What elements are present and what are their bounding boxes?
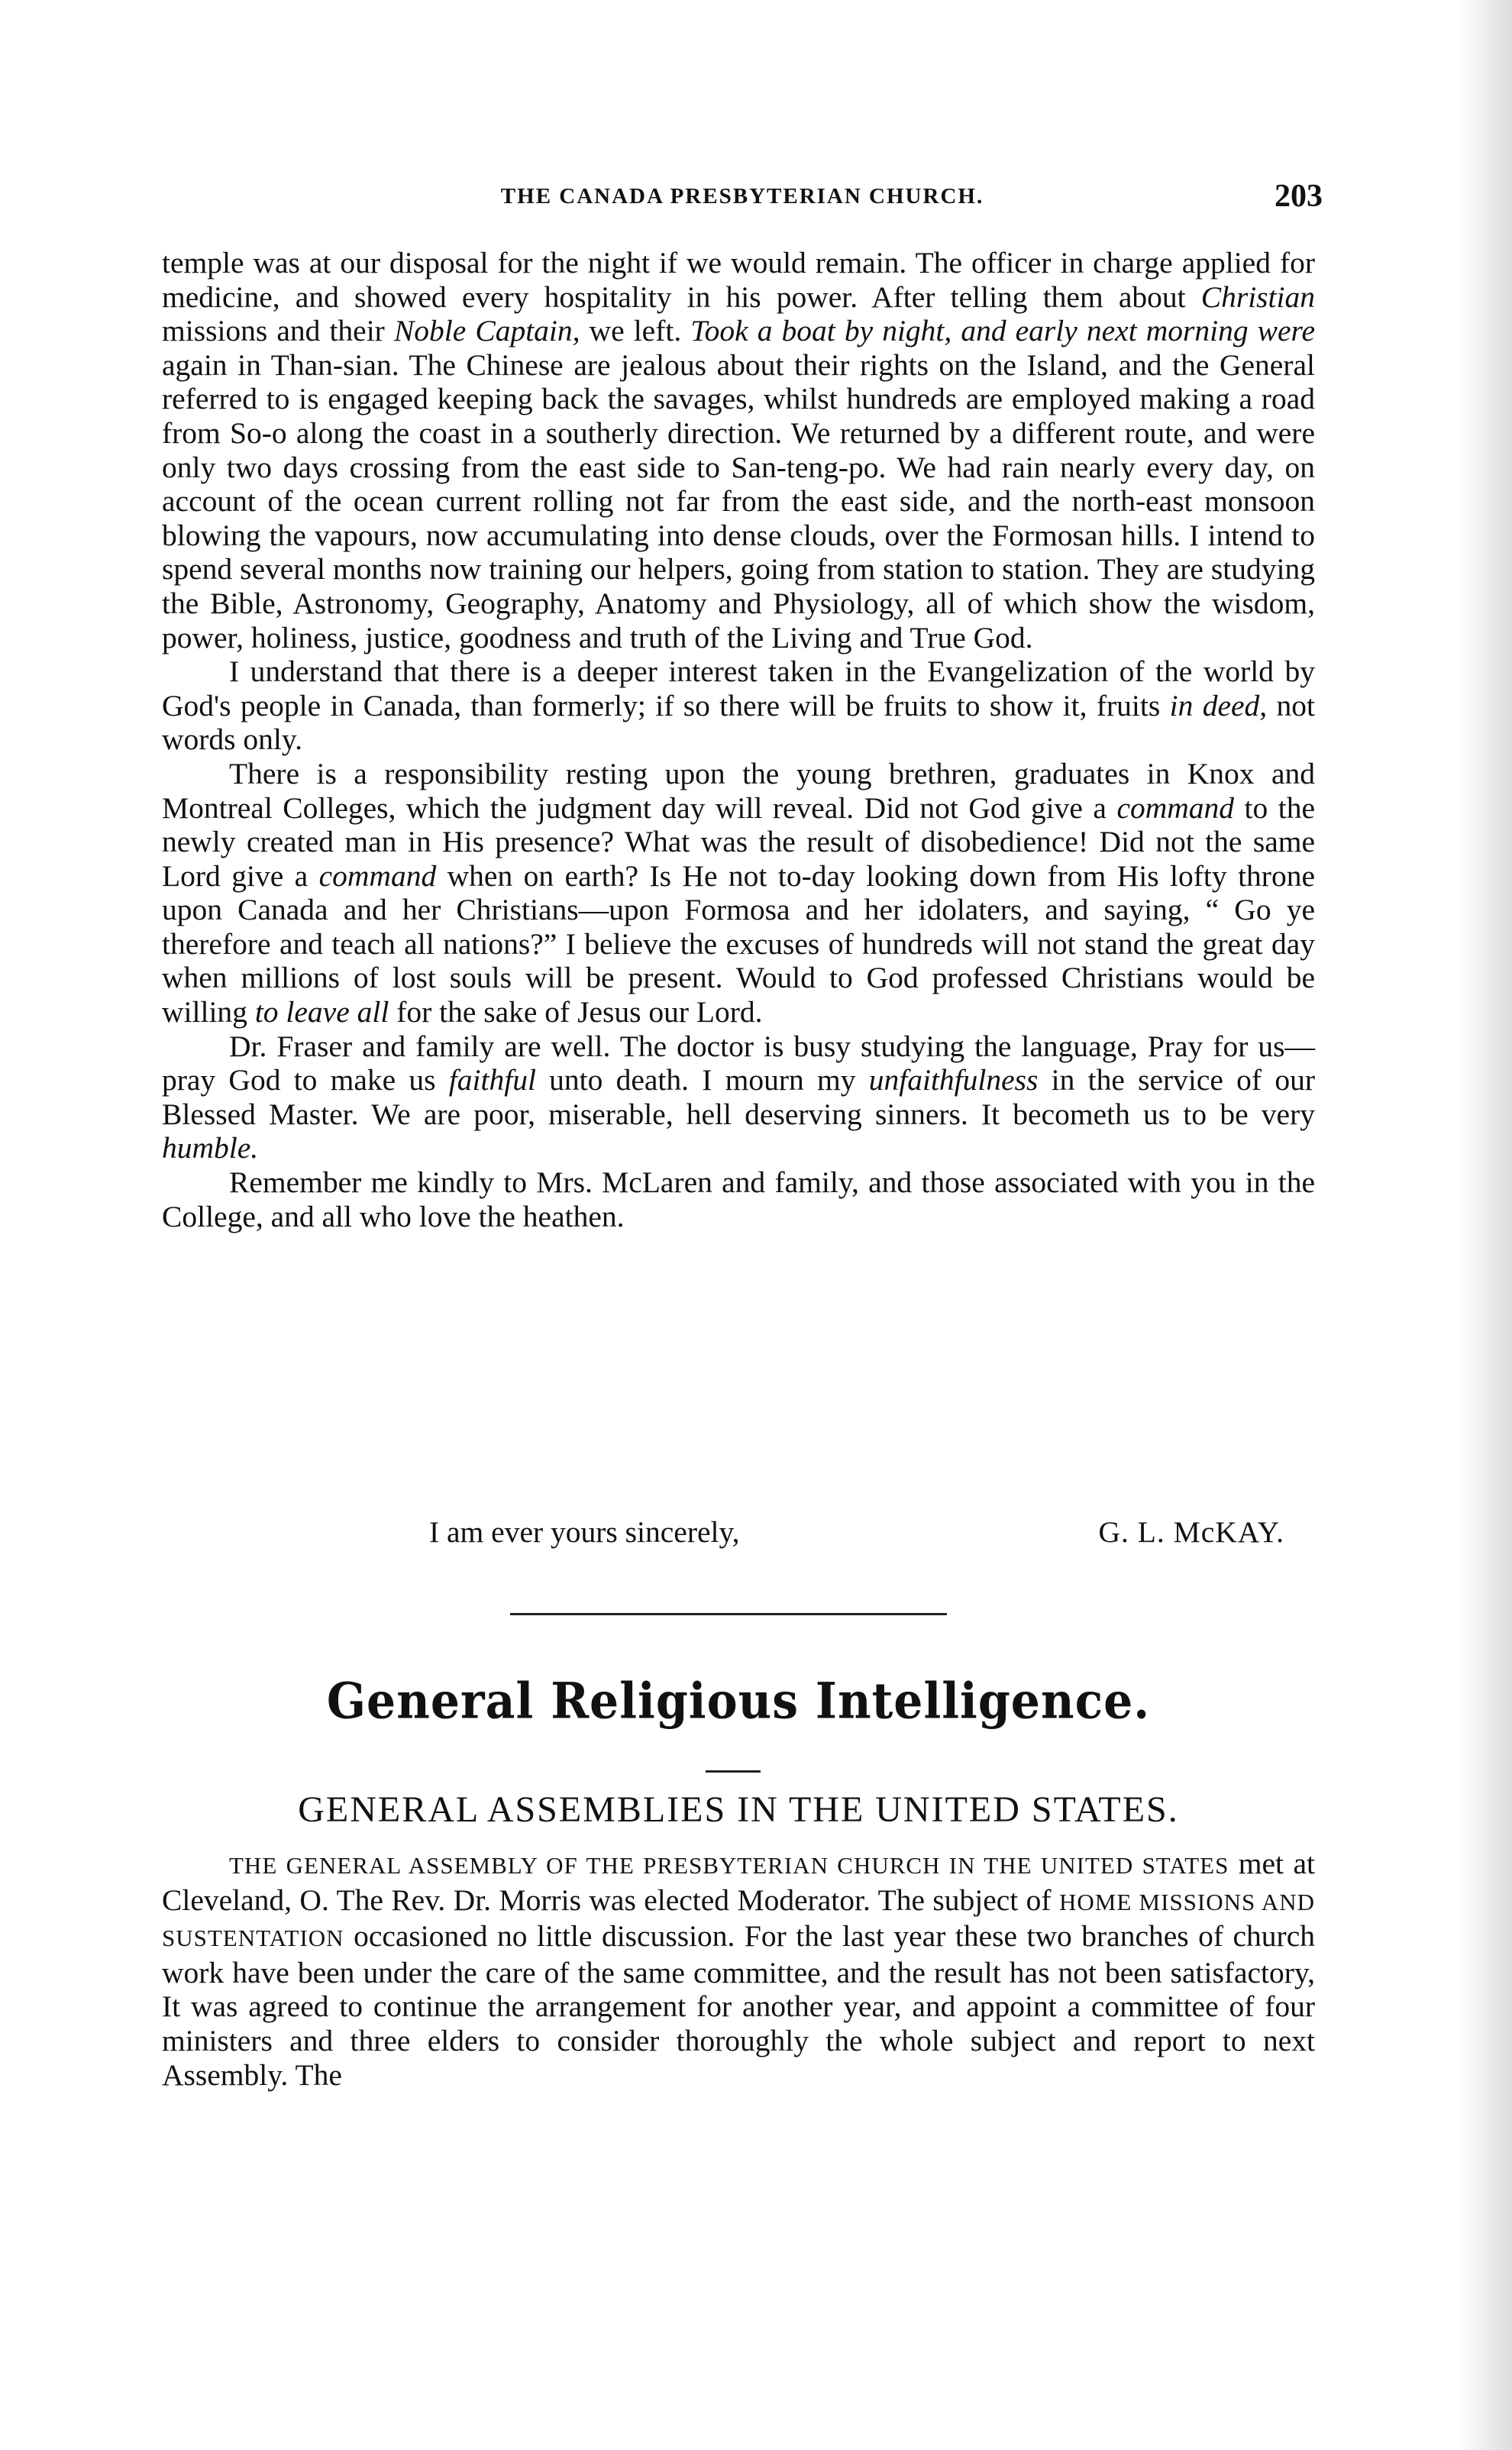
article-paragraph-1 — [162, 1847, 1315, 2092]
text-run: in the service of our Blessed Master. We are poor, miserable, hell deserving sinners. It becometh us to be very — [162, 1063, 1315, 1131]
italic-run: Noble Captain, — [393, 314, 580, 348]
article-title: GENERAL ASSEMBLIES IN THE UNITED STATES. — [298, 1789, 1179, 1830]
letter-paragraph-2 — [162, 655, 1315, 757]
italic-run: in deed, — [1169, 688, 1268, 722]
italic-run: to leave all — [254, 995, 389, 1029]
letter-paragraph-1 — [162, 246, 1315, 655]
text-run: to the newly created man in His presence? What was the result of disobedience! Did not the same Lord give a — [162, 790, 1315, 893]
text-run: occasioned no little discussion. For the last year these two branches of church work have been under the care of the same committee, and the result has not been satisfactory, It was agreed to continue the arrangement for another year, and appoint a committee of four ministers and three elders to consider thoroughly the whole subject and report to next Assembly. The — [162, 1919, 1315, 2092]
italic-run: unfaithfulness — [868, 1063, 1039, 1097]
text-run: for the sake of Jesus our Lord. — [389, 995, 763, 1029]
running-title: THE CANADA PRESBYTERIAN CHURCH. — [500, 184, 984, 208]
italic-run: Took a boat by night, and early next morning were — [690, 314, 1315, 348]
italic-run: Christian — [1200, 280, 1315, 314]
italic-run: command — [318, 858, 437, 893]
letter-signoff — [162, 1514, 1315, 1550]
small-caps-run: THE GENERAL ASSEMBLY OF THE PRESBYTERIAN CHURCH IN THE UNITED STATES — [229, 1852, 1229, 1879]
italic-run: command — [1116, 790, 1235, 825]
page-number: 203 — [1275, 179, 1323, 214]
text-run: Remember me kindly to Mrs. McLaren and family, and those associated with you in the College, and all who love the heathen. — [162, 1165, 1315, 1233]
section-divider — [510, 1613, 947, 1615]
closing-line: I am ever yours sincerely, — [429, 1515, 740, 1549]
text-run: unto death. I mourn my — [535, 1063, 869, 1097]
text-run: There is a responsibility resting upon the young brethren, graduates in Knox and Montreal Colleges, which the judgment day will reveal. Did not God give a — [162, 756, 1315, 825]
letter-paragraph-3 — [162, 757, 1315, 1029]
italic-run: faithful — [448, 1063, 536, 1097]
text-run: we left. — [580, 314, 691, 348]
text-run: met at Cleveland, O. The Rev. Dr. Morris was elected Moderator. The subject of — [162, 1847, 1315, 1917]
text-run: missions and their — [162, 314, 394, 348]
italic-run: humble. — [162, 1131, 259, 1165]
article-body — [162, 1847, 1315, 2092]
text-run: when on earth? Is He not to-day looking down from His lofty throne upon Canada and her Christians—upon Formosa and her idolaters, and saying, “ Go ye therefore and teach all nations?” I believe the excuses of hundreds will not stand the great day when millions of lost souls will be present. Would to God professed Christians would be willing — [162, 858, 1315, 1029]
small-caps-run: HOME MISSIONS AND SUSTENTATION — [162, 1888, 1315, 1952]
letter-body — [162, 246, 1315, 1233]
text-run: not words only. — [162, 688, 1315, 757]
signature: G. L. McKAY. — [1098, 1515, 1284, 1549]
short-divider — [706, 1770, 761, 1773]
scanned-page-edge — [1459, 0, 1512, 2450]
text-run: Dr. Fraser and family are well. The doctor is busy studying the language, Pray for us—pray God to make us — [162, 1029, 1315, 1097]
text-run: again in Than-sian. The Chinese are jealous about their rights on the Island, and the General referred to is engaged keeping back the savages, whilst hundreds are employed making a road from So-o along the coast in a southerly direction. We returned by a different route, and were only two days crossing from the east side to San-teng-po. We had rain nearly every day, on account of the ocean current rolling not far from the east side, and the north-east monsoon blowing the vapours, now accumulating into dense clouds, over the Formosan hills. I intend to spend several months now training our helpers, going from station to station. They are studying the Bible, Astronomy, Geography, Anatomy and Physiology, all of which show the wisdom, power, holiness, justice, goodness and truth of the Living and True God. — [162, 347, 1315, 655]
text-run: I understand that there is a deeper interest taken in the Evangelization of the world by God's people in Canada, than formerly; if so there will be fruits to show it, fruits — [162, 655, 1315, 722]
letter-paragraph-4 — [162, 1029, 1315, 1165]
running-head — [162, 177, 1323, 215]
letter-paragraph-5 — [162, 1165, 1315, 1233]
text-run: temple was at our disposal for the night if we would remain. The officer in charge applied for medicine, and showed every hospitality in his power. After telling them about — [162, 246, 1315, 314]
section-heading: General Religious Intelligence. — [326, 1673, 1151, 1731]
